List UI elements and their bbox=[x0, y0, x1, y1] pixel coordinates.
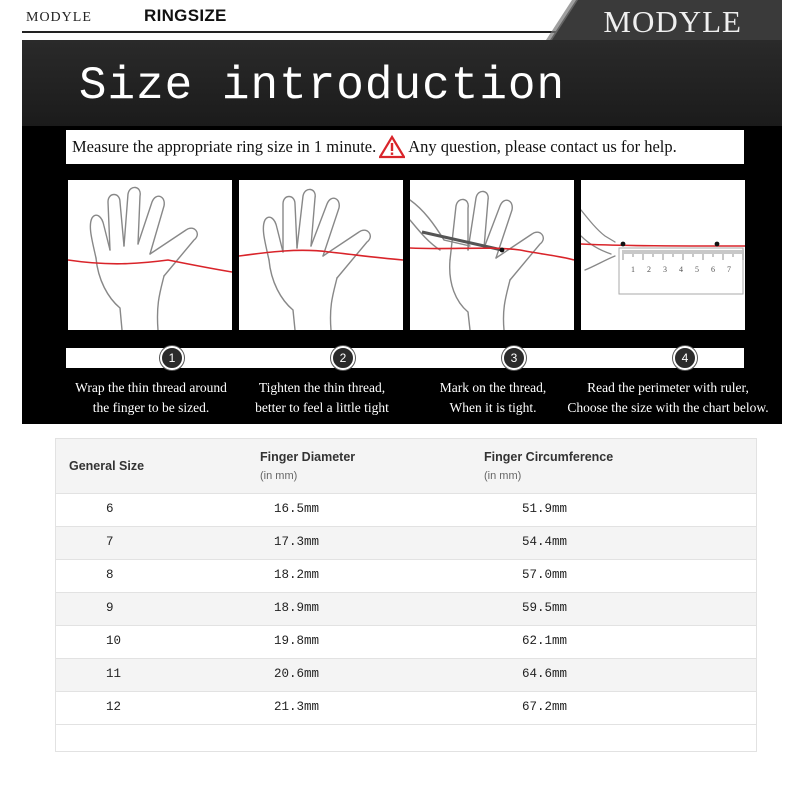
table-row bbox=[56, 691, 756, 724]
circumference-cell: 64.6mm bbox=[522, 667, 568, 681]
ruler-number: 4 bbox=[679, 265, 683, 274]
diameter-cell: 18.2mm bbox=[274, 568, 320, 582]
hand-wrap-icon bbox=[68, 180, 232, 330]
warning-icon bbox=[379, 135, 405, 159]
step-1-caption bbox=[56, 378, 246, 418]
step-2-badge: 2 bbox=[331, 346, 355, 370]
table-row bbox=[56, 493, 756, 526]
circumference-cell: 62.1mm bbox=[522, 634, 568, 648]
size-cell: 7 bbox=[106, 535, 114, 549]
table-row bbox=[56, 526, 756, 559]
header-divider bbox=[22, 31, 562, 33]
page-header bbox=[22, 0, 782, 40]
ruler-number: 6 bbox=[711, 265, 715, 274]
step-3-badge: 3 bbox=[502, 346, 526, 370]
diameter-cell: 21.3mm bbox=[274, 700, 320, 714]
header-circumference-unit: (in mm) bbox=[484, 470, 522, 482]
header-general-size: General Size bbox=[69, 459, 145, 473]
step-1-caption-line1: Wrap the thin thread around bbox=[75, 380, 227, 395]
header-finger-diameter: Finger Diameter bbox=[260, 450, 356, 464]
diameter-cell: 18.9mm bbox=[274, 601, 320, 615]
step-3-caption-line1: Mark on the thread, bbox=[439, 380, 547, 395]
header-finger-circumference: Finger Circumference bbox=[484, 450, 614, 464]
hand-mark-icon bbox=[410, 180, 574, 330]
table-row bbox=[56, 658, 756, 691]
table-header bbox=[56, 439, 756, 493]
circumference-cell: 51.9mm bbox=[522, 502, 568, 516]
header-diameter-unit: (in mm) bbox=[260, 470, 298, 482]
ruler-number: 5 bbox=[695, 265, 699, 274]
diameter-cell: 16.5mm bbox=[274, 502, 320, 516]
step-1-caption-line2: the finger to be sized. bbox=[92, 400, 210, 415]
size-cell: 10 bbox=[106, 634, 122, 648]
step-4-caption-line2: Choose the size with the chart below. bbox=[567, 400, 769, 415]
ruler-icon bbox=[581, 180, 745, 330]
size-cell: 12 bbox=[106, 700, 122, 714]
diameter-cell: 17.3mm bbox=[274, 535, 320, 549]
step-4-caption-line1: Read the perimeter with ruler, bbox=[587, 380, 749, 395]
circumference-cell: 54.4mm bbox=[522, 535, 568, 549]
hand-tighten-icon bbox=[239, 180, 403, 330]
step-4-illustration bbox=[581, 180, 745, 330]
step-2-caption-line1: Tighten the thin thread, bbox=[258, 380, 386, 395]
step-3-illustration bbox=[410, 180, 574, 330]
brand-logo-right: MODYLE bbox=[603, 4, 742, 39]
size-cell: 6 bbox=[106, 502, 114, 516]
table-row-empty bbox=[56, 724, 756, 757]
diameter-cell: 19.8mm bbox=[274, 634, 320, 648]
diameter-cell: 20.6mm bbox=[274, 667, 320, 681]
instruction-bar bbox=[66, 130, 744, 164]
size-cell: 9 bbox=[106, 601, 114, 615]
step-1-illustration bbox=[68, 180, 232, 330]
table-row bbox=[56, 592, 756, 625]
circumference-cell: 67.2mm bbox=[522, 700, 568, 714]
circumference-cell: 57.0mm bbox=[522, 568, 568, 582]
page-title: Size introduction bbox=[78, 60, 566, 112]
size-introduction-panel bbox=[22, 40, 782, 424]
step-3-caption-line2: When it is tight. bbox=[449, 400, 537, 415]
table-row bbox=[56, 559, 756, 592]
step-2-illustration bbox=[239, 180, 403, 330]
step-4-badge: 4 bbox=[673, 346, 697, 370]
step-2-caption-line2: better to feel a little tight bbox=[255, 400, 389, 415]
table-row bbox=[56, 625, 756, 658]
size-cell: 11 bbox=[106, 667, 122, 681]
step-1-badge: 1 bbox=[160, 346, 184, 370]
step-4-caption bbox=[558, 378, 778, 418]
size-cell: 8 bbox=[106, 568, 114, 582]
ring-size-table bbox=[55, 438, 757, 752]
brand-logo-left: MODYLE bbox=[26, 10, 92, 25]
ruler-number: 7 bbox=[727, 265, 731, 274]
step-timeline bbox=[66, 348, 744, 368]
ruler-number: 2 bbox=[647, 265, 651, 274]
contact-text: Any question, please contact us for help. bbox=[408, 137, 677, 156]
ruler-number: 1 bbox=[631, 265, 635, 274]
ruler-number: 3 bbox=[663, 265, 667, 274]
instruction-text: Measure the appropriate ring size in 1 minute. bbox=[72, 137, 377, 156]
circumference-cell: 59.5mm bbox=[522, 601, 568, 615]
step-2-caption bbox=[227, 378, 417, 418]
section-title: RINGSIZE bbox=[144, 6, 227, 25]
